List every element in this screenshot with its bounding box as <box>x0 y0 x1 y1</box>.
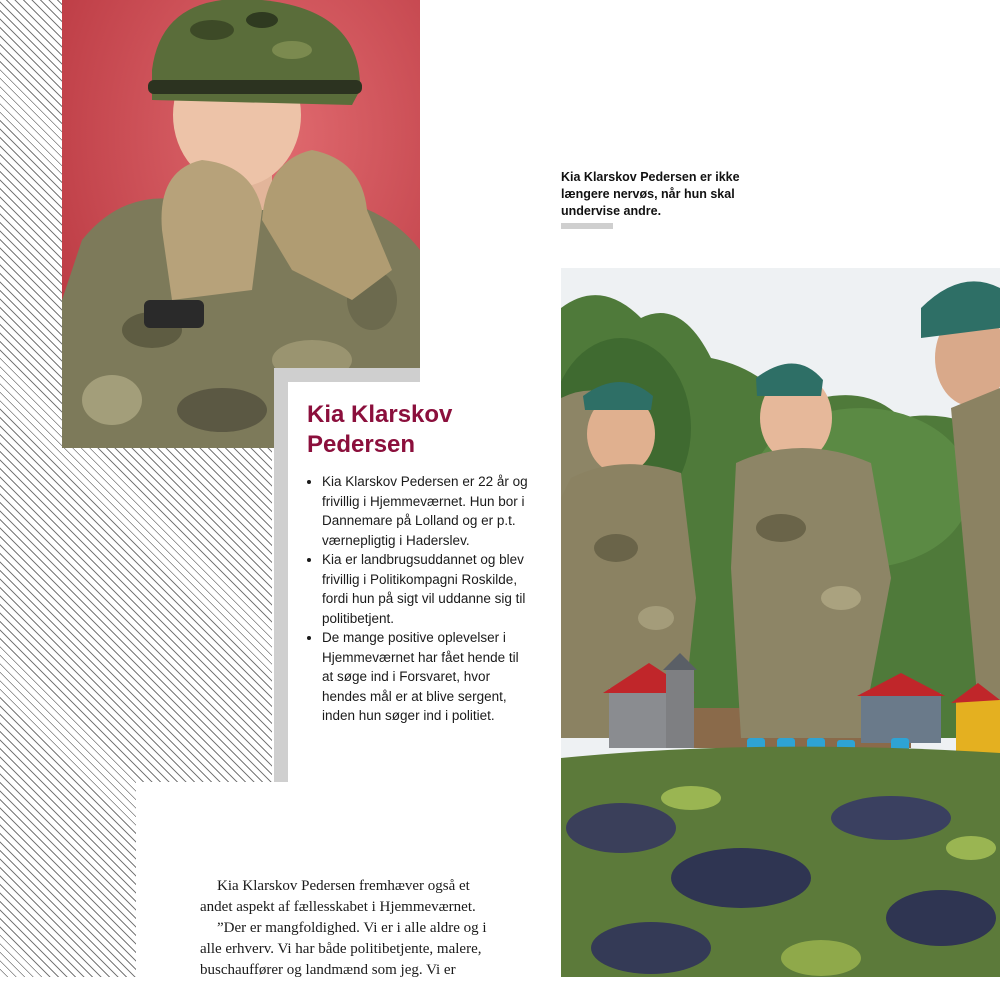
factbox-title-line1: Kia Klarskov <box>307 401 453 428</box>
factbox-title-line2: Pedersen <box>307 431 416 458</box>
factbox-list <box>305 472 530 726</box>
fact-item: • Kia Klarskov Pedersen er 22 år og frivillig i Hjemmeværnet. Hun bor i Dannemare på Lolland og er p.t. værnepligtig i Haderslev. <box>322 472 530 550</box>
caption-rule <box>561 223 613 229</box>
article-paragraph: Kia Klarskov Pedersen fremhæver også et andet aspekt af fællesskabet i Hjemmeværnet. <box>200 878 476 915</box>
group-photo <box>561 268 1000 977</box>
factbox-frame-horizontal <box>274 368 420 382</box>
fact-item: • Kia er landbrugsuddannet og blev frivillig i Politikompagni Roskilde, fordi hun på sigt vil uddanne sig til politibetjent. <box>322 550 530 628</box>
factbox-frame-vertical <box>274 368 288 782</box>
article-body <box>200 876 506 981</box>
fact-item: • De mange positive oplevelser i Hjemmeværnet har fået hende til at søge ind i Forsvaret, hvor hendes mål er at blive sergent, inden hun søger ind i politiet. <box>322 628 530 726</box>
diagonal-hatch-pattern-lower <box>0 777 136 977</box>
article-paragraph: ”Der er mangfoldighed. Vi er i alle aldre og i alle erhverv. Vi har både politibetjente, malere, buschauffører og landmænd som jeg. Vi er <box>200 920 487 978</box>
factbox-title <box>307 400 537 460</box>
photo-caption: Kia Klarskov Pedersen er ikke længere nervøs, når hun skal undervise andre. <box>561 170 740 218</box>
